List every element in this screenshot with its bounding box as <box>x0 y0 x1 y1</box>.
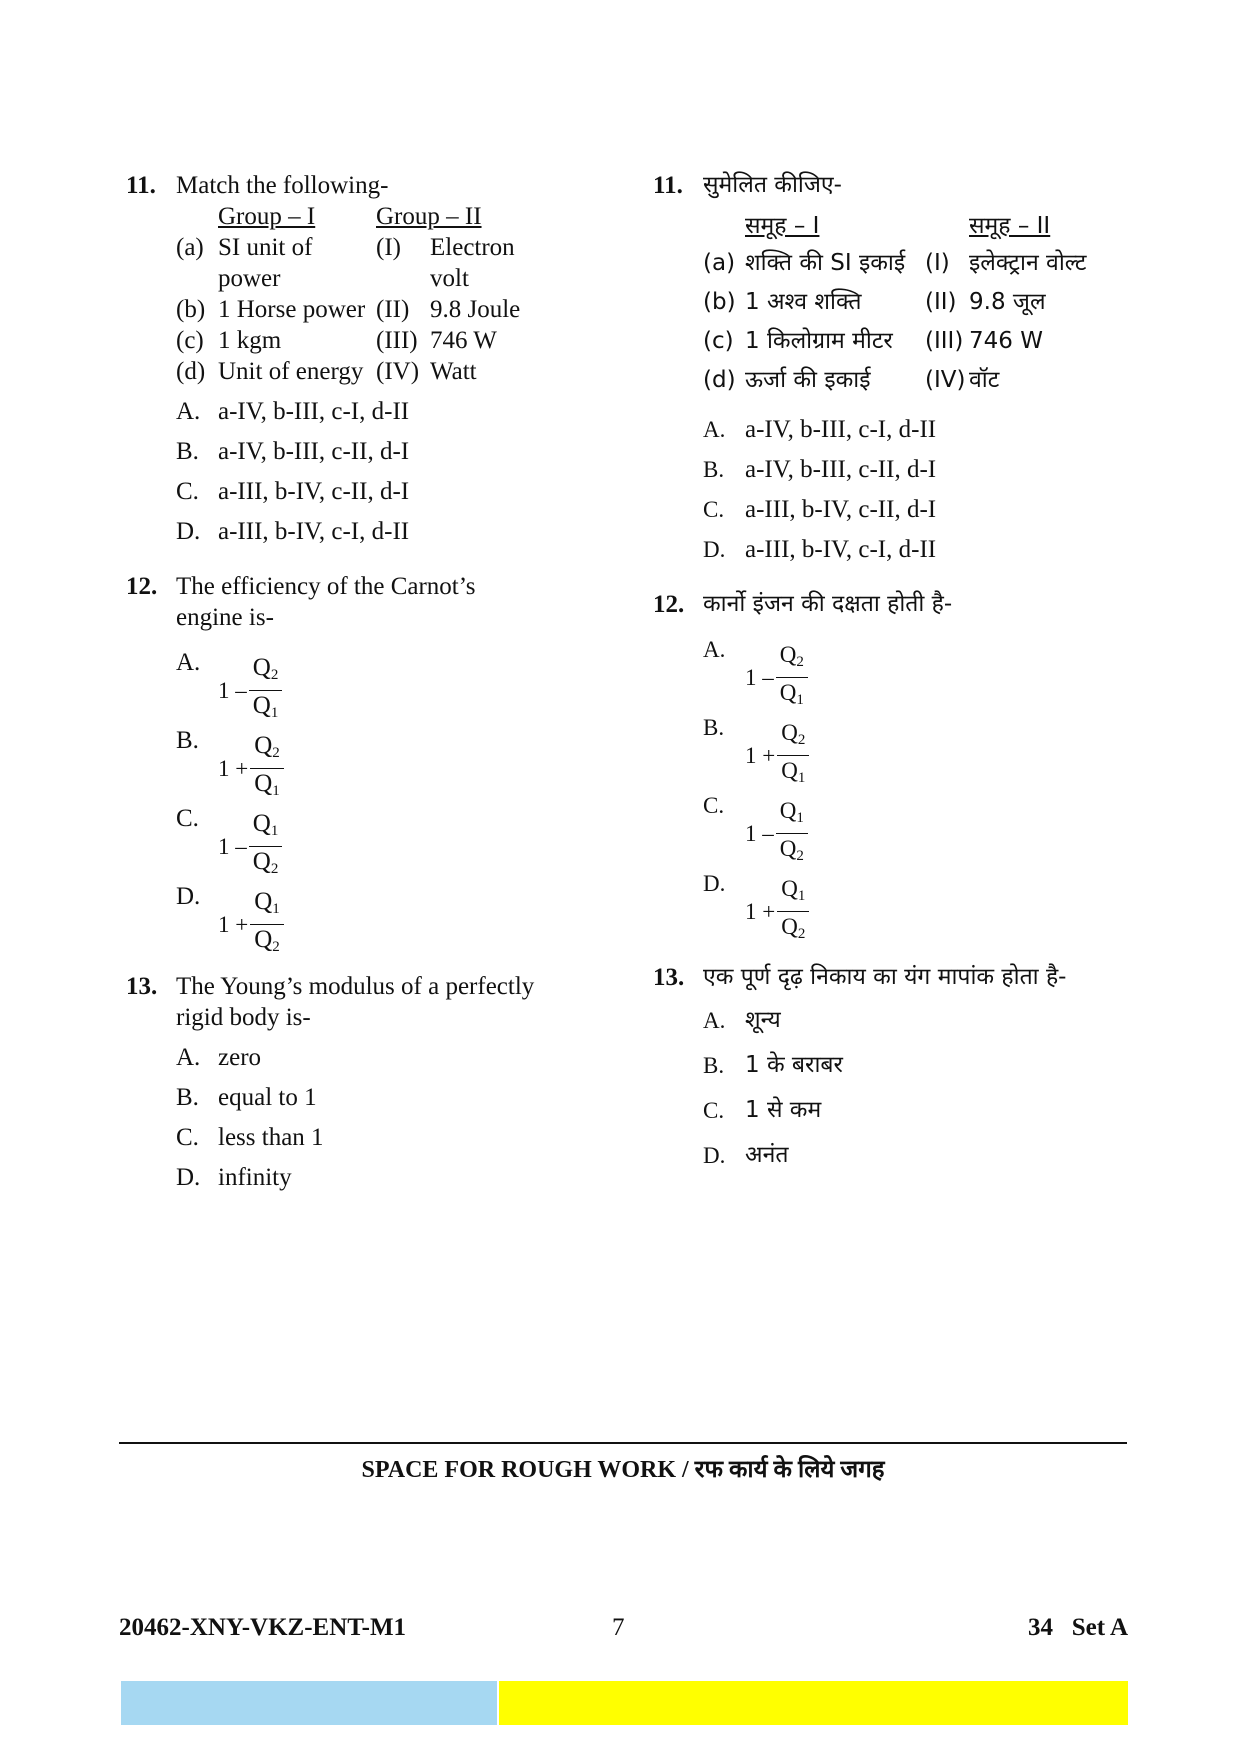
numerator: Q <box>781 876 798 901</box>
match-row <box>703 287 1086 326</box>
option-d <box>703 868 1113 942</box>
formula-operator: 1 + <box>745 899 776 924</box>
question-12-hi <box>653 589 1113 942</box>
group-2-header: समूह – II <box>969 213 1051 239</box>
row-label-2: (III) <box>376 327 418 354</box>
row-item-1: SI unit of <box>218 234 313 261</box>
denominator-subscript: 2 <box>270 861 279 877</box>
option-d <box>703 1140 1113 1171</box>
denominator-subscript: 2 <box>796 848 804 864</box>
option-text: less than 1 <box>218 1124 324 1151</box>
page-number: 7 <box>612 1614 625 1641</box>
numerator: Q <box>779 642 797 667</box>
option-c <box>703 1095 1113 1126</box>
row-item-2: 746 W <box>430 327 497 354</box>
match-row <box>176 294 520 325</box>
denominator: Q <box>252 692 271 719</box>
fraction <box>250 731 284 806</box>
row-label: (a) <box>703 250 736 276</box>
question-11-hi <box>653 170 1113 565</box>
denominator-subscript: 2 <box>797 926 806 942</box>
option-d <box>176 1162 596 1193</box>
row-item-1: ऊर्जा की इकाई <box>745 367 871 393</box>
row-item-2: 746 W <box>969 328 1043 354</box>
fraction <box>776 640 808 715</box>
match-row <box>703 326 1086 365</box>
match-row <box>176 263 520 294</box>
numerator-subscript: 2 <box>796 654 804 670</box>
options-list <box>176 647 596 955</box>
option-text: a-III, b-IV, c-I, d-II <box>218 518 410 545</box>
hindi-column <box>653 170 1113 1171</box>
row-item-1: 1 kgm <box>218 327 282 354</box>
row-label: (c) <box>176 327 204 354</box>
option-label: B. <box>176 438 199 465</box>
row-item-1: 1 अश्व शक्ति <box>745 289 862 315</box>
numerator: Q <box>252 654 271 681</box>
row-label: (d) <box>703 367 736 393</box>
row-item-1: शक्ति की SI इकाई <box>745 250 906 276</box>
row-label-2: (I) <box>376 234 401 261</box>
option-text: equal to 1 <box>218 1084 317 1111</box>
row-label-2: (II) <box>376 296 410 323</box>
option-label: C. <box>703 1098 725 1123</box>
option-label: C. <box>176 478 199 505</box>
option-a <box>703 414 1113 445</box>
option-label: B. <box>703 715 725 740</box>
english-column <box>126 170 596 1193</box>
denominator-subscript: 1 <box>797 770 806 786</box>
option-b <box>703 454 1113 485</box>
formula <box>745 796 808 871</box>
option-label: B. <box>176 727 199 754</box>
set-label: 34 Set A <box>1028 1614 1128 1641</box>
question-11-en <box>126 170 596 547</box>
question-13-hi <box>653 962 1113 1171</box>
option-label: A. <box>703 637 726 662</box>
denominator: Q <box>779 680 797 705</box>
option-label: D. <box>176 518 201 545</box>
row-item-2: इलेक्ट्रान वोल्ट <box>969 250 1087 276</box>
row-item-2: 9.8 जूल <box>969 289 1046 315</box>
option-a <box>703 1005 1113 1036</box>
formula-operator: 1 + <box>218 756 249 781</box>
row-item-1: Unit of energy <box>218 358 364 385</box>
options-list <box>176 1042 596 1193</box>
question-text: The Young’s modulus of a perfectly rigid body is- <box>176 973 535 1031</box>
formula-operator: 1 – <box>745 821 774 846</box>
option-a <box>176 647 596 721</box>
match-table <box>176 201 520 387</box>
numerator-subscript: 2 <box>270 667 279 683</box>
formula <box>218 809 282 884</box>
denominator: Q <box>781 914 798 939</box>
option-a <box>703 634 1113 708</box>
numerator-subscript: 1 <box>796 810 804 826</box>
formula-operator: 1 + <box>218 912 249 937</box>
row-label-2: (IV) <box>376 358 420 385</box>
option-label: A. <box>703 417 726 442</box>
option-text: a-IV, b-III, c-II, d-I <box>745 456 937 483</box>
formula-operator: 1 + <box>745 743 776 768</box>
denominator: Q <box>254 926 273 953</box>
option-label: C. <box>703 793 725 818</box>
row-item-2: Watt <box>430 358 477 385</box>
numerator: Q <box>254 732 273 759</box>
numerator-subscript: 2 <box>272 745 280 761</box>
options-list <box>703 634 1113 942</box>
formula-operator: 1 – <box>218 678 247 703</box>
formula <box>218 887 284 962</box>
option-label: D. <box>176 1164 201 1191</box>
fraction <box>249 809 283 884</box>
rough-work-divider <box>119 1442 1127 1444</box>
denominator: Q <box>781 758 798 783</box>
match-row <box>176 356 520 387</box>
option-label: A. <box>176 1044 201 1071</box>
option-c <box>176 476 596 507</box>
option-label: C. <box>176 1124 199 1151</box>
denominator: Q <box>779 836 797 861</box>
match-row <box>176 325 520 356</box>
group-2-header: Group – II <box>376 203 482 230</box>
option-label: B. <box>176 1084 199 1111</box>
fraction <box>250 887 284 962</box>
option-d <box>176 516 596 547</box>
row-label-2: (III) <box>925 328 964 354</box>
question-text: Match the following- <box>176 172 389 199</box>
formula <box>745 718 809 793</box>
option-label: A. <box>703 1008 726 1033</box>
rough-work-label: SPACE FOR ROUGH WORK / रफ कार्य के लिये जगह <box>361 1457 885 1483</box>
group-1-header: समूह – I <box>745 213 820 239</box>
denominator: Q <box>254 770 273 797</box>
option-text: a-IV, b-III, c-II, d-I <box>218 438 410 465</box>
option-label: D. <box>703 1143 726 1168</box>
denominator-subscript: 1 <box>270 705 279 721</box>
option-label: D. <box>703 537 726 562</box>
option-text: a-III, b-IV, c-II, d-I <box>745 496 937 523</box>
option-text: a-III, b-IV, c-I, d-II <box>745 536 937 563</box>
options-list <box>176 396 596 547</box>
fraction <box>249 653 283 728</box>
option-b <box>176 1082 596 1113</box>
question-12-en <box>126 571 596 955</box>
option-text: अनंत <box>745 1142 789 1168</box>
question-number: 13. <box>653 964 685 991</box>
option-text: a-IV, b-III, c-I, d-II <box>745 416 937 443</box>
row-label <box>176 263 218 294</box>
formula <box>745 874 809 949</box>
fraction <box>777 874 809 949</box>
denominator-subscript: 1 <box>796 692 804 708</box>
row-label-2: (IV) <box>925 367 966 393</box>
question-text: एक पूर्ण दृढ़ निकाय का यंग मापांक होता है- <box>703 964 1067 990</box>
row-label: (d) <box>176 358 206 385</box>
option-label: A. <box>176 649 201 676</box>
footer-bar-yellow <box>499 1681 1128 1725</box>
footer-bar-blue <box>121 1681 497 1725</box>
paper-code: 20462-XNY-VKZ-ENT-M1 <box>119 1614 407 1641</box>
option-b <box>703 1050 1113 1081</box>
options-list <box>703 414 1113 565</box>
numerator-subscript: 1 <box>797 888 806 904</box>
option-c <box>176 803 596 877</box>
option-text: a-IV, b-III, c-I, d-II <box>218 398 410 425</box>
row-label: (c) <box>703 328 734 354</box>
option-b <box>176 725 596 799</box>
denominator: Q <box>252 848 271 875</box>
option-label: B. <box>703 457 725 482</box>
question-text: कार्नो इंजन की दक्षता होती है- <box>703 591 953 617</box>
formula <box>745 640 808 715</box>
formula <box>218 653 282 728</box>
row-item-1: power <box>218 265 281 292</box>
option-c <box>703 494 1113 525</box>
option-label: C. <box>176 805 199 832</box>
formula-operator: 1 – <box>218 834 247 859</box>
row-item-2: volt <box>430 265 469 292</box>
question-13-en <box>126 971 596 1193</box>
question-text: The efficiency of the Carnot’s engine is- <box>176 573 476 631</box>
row-label-2: (I) <box>925 250 950 276</box>
fraction <box>776 796 808 871</box>
row-item-2: 9.8 Joule <box>430 296 521 323</box>
option-a <box>176 1042 596 1073</box>
option-a <box>176 396 596 427</box>
option-b <box>703 712 1113 786</box>
row-label: (a) <box>176 234 204 261</box>
numerator: Q <box>779 798 797 823</box>
option-text: infinity <box>218 1164 292 1191</box>
option-text: शून्य <box>745 1007 781 1033</box>
group-1-header: Group – I <box>218 203 316 230</box>
numerator: Q <box>781 720 798 745</box>
question-number: 11. <box>653 172 683 199</box>
option-label: D. <box>176 883 201 910</box>
row-label-2: (II) <box>925 289 957 315</box>
option-d <box>703 534 1113 565</box>
numerator-subscript: 2 <box>797 732 806 748</box>
question-number: 13. <box>126 973 158 1000</box>
row-item-1: 1 Horse power <box>218 296 366 323</box>
denominator-subscript: 2 <box>272 939 280 955</box>
option-text: 1 से कम <box>745 1097 822 1123</box>
option-text: 1 के बराबर <box>745 1052 843 1078</box>
match-row <box>703 248 1086 287</box>
options-list <box>703 1005 1113 1171</box>
numerator-subscript: 1 <box>270 823 279 839</box>
numerator-subscript: 1 <box>272 901 280 917</box>
question-number: 12. <box>653 591 685 618</box>
option-label: D. <box>703 871 726 896</box>
question-number: 11. <box>126 172 156 199</box>
option-c <box>703 790 1113 864</box>
option-text: a-III, b-IV, c-II, d-I <box>218 478 410 505</box>
question-number: 12. <box>126 573 158 600</box>
option-d <box>176 881 596 955</box>
formula <box>218 731 284 806</box>
option-label: B. <box>703 1053 725 1078</box>
row-item-2: वॉट <box>969 367 1000 393</box>
match-row <box>176 232 520 263</box>
match-table <box>703 211 1086 404</box>
option-label: A. <box>176 398 201 425</box>
question-text: सुमेलित कीजिए- <box>703 172 842 198</box>
row-item-1: 1 किलोग्राम मीटर <box>745 328 893 354</box>
row-label-2 <box>376 263 430 294</box>
numerator: Q <box>254 888 273 915</box>
denominator-subscript: 1 <box>272 783 280 799</box>
option-label: C. <box>703 497 725 522</box>
row-label: (b) <box>703 289 736 315</box>
row-item-2: Electron <box>430 234 515 261</box>
numerator: Q <box>252 810 271 837</box>
option-c <box>176 1122 596 1153</box>
fraction <box>777 718 809 793</box>
match-row <box>703 365 1086 404</box>
option-b <box>176 436 596 467</box>
row-label: (b) <box>176 296 206 323</box>
option-text: zero <box>218 1044 262 1071</box>
formula-operator: 1 – <box>745 665 774 690</box>
